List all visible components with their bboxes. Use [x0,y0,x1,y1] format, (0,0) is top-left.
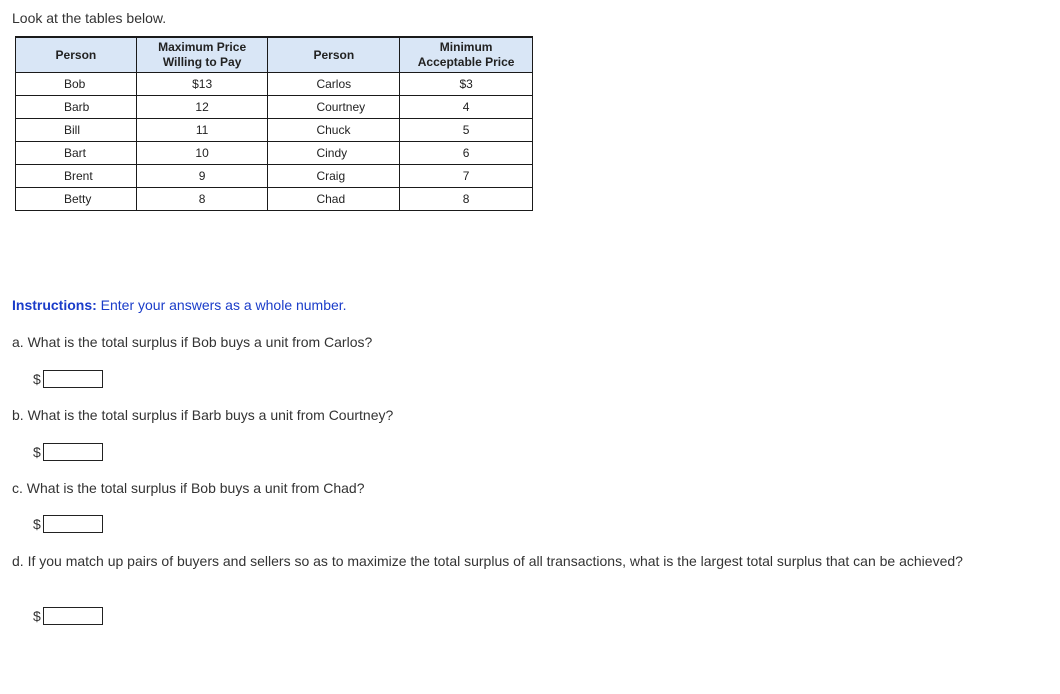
dollar-sign: $ [33,608,41,624]
instructions [12,297,347,313]
dollar-sign: $ [33,444,41,460]
min-price: 8 [400,188,533,211]
intro-text: Look at the tables below. [12,10,167,26]
table-row [16,165,533,188]
min-price: 7 [400,165,533,188]
max-price: $13 [136,73,268,96]
seller-name: Carlos [268,73,400,96]
header-min-price-line1: Minimum [439,40,493,54]
seller-name: Craig [268,165,400,188]
min-price: 4 [400,96,533,119]
header-seller-person: Person [268,37,400,73]
seller-name: Cindy [268,142,400,165]
question-d: d. If you match up pairs of buyers and sellers so as to maximize the total surplus of all transactions, what is the largest total surplus that can be achieved? [12,553,963,569]
question-b: b. What is the total surplus if Barb buys a unit from Courtney? [12,407,394,423]
buyer-name: Bob [16,73,137,96]
instructions-label: Instructions: [12,297,97,313]
buyer-name: Bill [16,119,137,142]
table-row [16,96,533,119]
seller-name: Chad [268,188,400,211]
min-price: 6 [400,142,533,165]
answer-a-row [33,369,103,389]
header-max-price-line2: Willing to Pay [162,55,242,69]
min-price: 5 [400,119,533,142]
answer-a-input[interactable] [43,370,103,388]
seller-name: Courtney [268,96,400,119]
instructions-text: Enter your answers as a whole number. [100,297,347,313]
buyer-name: Barb [16,96,137,119]
dollar-sign: $ [33,516,41,532]
table-row [16,119,533,142]
answer-d-input[interactable] [43,607,103,625]
header-min-price-line2: Acceptable Price [417,55,515,69]
header-buyer-person: Person [16,37,137,73]
table-header-row [16,37,533,73]
max-price: 10 [136,142,268,165]
buyer-name: Betty [16,188,137,211]
question-c: c. What is the total surplus if Bob buys a unit from Chad? [12,480,365,496]
header-max-price-line1: Maximum Price [158,40,247,54]
seller-name: Chuck [268,119,400,142]
buyer-name: Bart [16,142,137,165]
min-price: $3 [400,73,533,96]
answer-c-row [33,514,103,534]
answer-d-row [33,606,103,626]
max-price: 12 [136,96,268,119]
answer-c-input[interactable] [43,515,103,533]
question-a: a. What is the total surplus if Bob buys a unit from Carlos? [12,334,373,350]
table-row [16,73,533,96]
header-max-price [136,37,268,73]
table-row [16,142,533,165]
answer-b-row [33,442,103,462]
max-price: 11 [136,119,268,142]
price-table [15,36,533,211]
buyer-name: Brent [16,165,137,188]
header-min-price [400,37,533,73]
table-row [16,188,533,211]
dollar-sign: $ [33,371,41,387]
max-price: 8 [136,188,268,211]
answer-b-input[interactable] [43,443,103,461]
max-price: 9 [136,165,268,188]
